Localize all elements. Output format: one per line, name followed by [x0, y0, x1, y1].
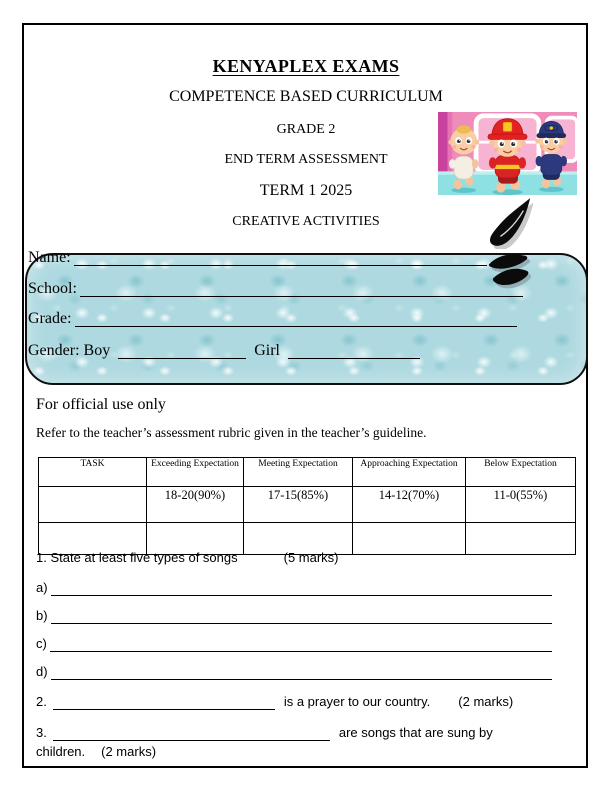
- term-line: TERM 1 2025: [259, 182, 353, 199]
- option-d-label: d): [36, 664, 48, 679]
- question-1: [36, 550, 339, 567]
- wave-swoosh-icon: [487, 252, 531, 290]
- question-2-text: is a prayer to our country.: [283, 694, 431, 709]
- rubric-score-approaching: 14-12(70%): [353, 487, 466, 523]
- subject-line: CREATIVE ACTIVITIES: [232, 214, 380, 229]
- grade-line: GRADE 2: [276, 122, 336, 137]
- rubric-empty-cell[interactable]: [353, 523, 466, 555]
- question-2-number: 2.: [36, 694, 47, 709]
- question-3-number: 3.: [36, 725, 47, 740]
- curriculum-line: COMPETENCE BASED CURRICULUM: [169, 88, 443, 105]
- school-label: School:: [28, 280, 77, 297]
- rubric-header-meeting: Meeting Expectation: [244, 458, 353, 487]
- grade-label: Grade:: [28, 310, 72, 327]
- gender-field: [28, 342, 438, 360]
- boy-line[interactable]: [118, 358, 246, 359]
- rubric-score-task: [39, 487, 147, 523]
- rubric-header-below: Below Expectation: [466, 458, 576, 487]
- name-label: Name:: [28, 249, 71, 266]
- question-1-marks: (5 marks): [283, 550, 339, 565]
- assessment-line: END TERM ASSESSMENT: [224, 152, 388, 167]
- option-a-label: a): [36, 580, 48, 595]
- question-2: [36, 694, 573, 711]
- answer-line-b[interactable]: [51, 623, 552, 624]
- rubric-score-row: [39, 487, 576, 523]
- name-line[interactable]: [74, 265, 487, 266]
- answer-line-a[interactable]: [51, 595, 552, 596]
- grade-field: [28, 310, 517, 328]
- rubric-table: [38, 457, 576, 555]
- option-b-label: b): [36, 608, 48, 623]
- brush-swoosh-icon: [487, 197, 533, 249]
- rubric-header-task: TASK: [39, 458, 147, 487]
- answer-row-c: [36, 636, 552, 653]
- question-3-continuation: [36, 744, 156, 761]
- school-line[interactable]: [80, 296, 523, 297]
- rubric-header-exceeding: Exceeding Expectation: [147, 458, 244, 487]
- rubric-instruction: Refer to the teacher’s assessment rubric given in the teacher’s guideline.: [36, 425, 427, 440]
- answer-line-q2[interactable]: [53, 709, 275, 710]
- grade-line[interactable]: [75, 326, 517, 327]
- rubric-score-exceeding: 18-20(90%): [147, 487, 244, 523]
- answer-row-d: [36, 664, 552, 681]
- official-use-heading: For official use only: [36, 396, 166, 413]
- answer-line-q3[interactable]: [53, 740, 330, 741]
- rubric-header-approaching: Approaching Expectation: [353, 458, 466, 487]
- question-1-text: 1. State at least five types of songs: [36, 550, 238, 565]
- question-3: [36, 725, 556, 742]
- rubric-score-meeting: 17-15(85%): [244, 487, 353, 523]
- answer-row-a: [36, 580, 552, 597]
- name-field: [28, 249, 487, 267]
- cartoon-babies-image: [438, 112, 577, 195]
- question-2-marks: (2 marks): [458, 694, 514, 709]
- rubric-header-row: [39, 458, 576, 487]
- girl-line[interactable]: [288, 358, 420, 359]
- rubric-empty-cell[interactable]: [466, 523, 576, 555]
- question-3-text: are songs that are sung by: [338, 725, 493, 740]
- answer-row-b: [36, 608, 552, 625]
- answer-line-d[interactable]: [51, 679, 552, 680]
- school-field: [28, 280, 523, 298]
- question-3-marks: (2 marks): [101, 744, 157, 759]
- gender-boy-label: Gender: Boy: [28, 342, 111, 359]
- rubric-score-below: 11-0(55%): [466, 487, 576, 523]
- question-3-continuation-text: children.: [36, 744, 86, 759]
- girl-label: Girl: [254, 342, 280, 359]
- answer-line-c[interactable]: [50, 651, 552, 652]
- option-c-label: c): [36, 636, 47, 651]
- exam-title: KENYAPLEX EXAMS: [212, 56, 400, 76]
